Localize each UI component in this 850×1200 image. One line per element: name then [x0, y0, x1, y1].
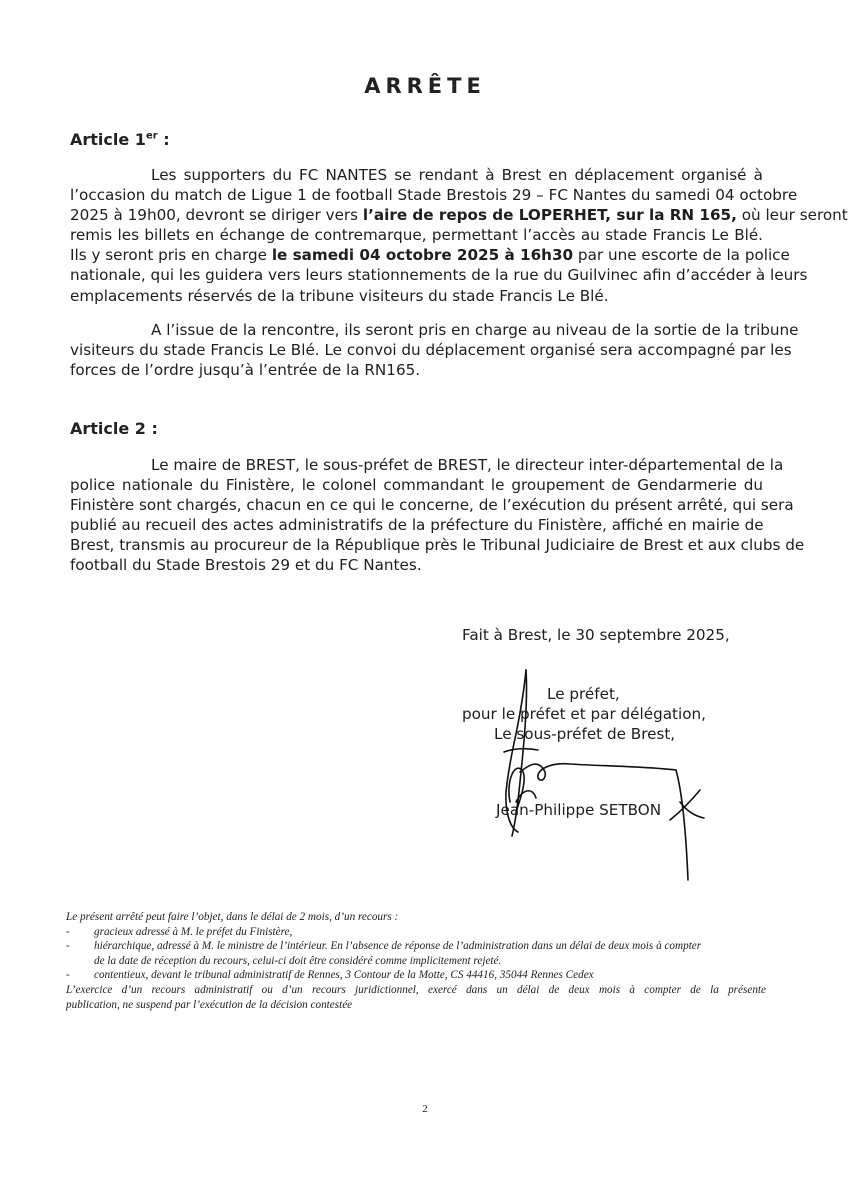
text-line: Finistère sont chargés, chacun en ce qui le concerne, de l’exécution du présent arrêté, qui sera — [70, 496, 794, 515]
place-date: Fait à Brest, le 30 septembre 2025, — [462, 626, 730, 644]
article-2-paragraph — [70, 455, 805, 576]
page-number: 2 — [422, 1103, 428, 1115]
article-1-paragraph-2 — [70, 320, 799, 380]
text-line: Ils y seront pris en charge le samedi 04 octobre 2025 à 16h30 par une escorte de la police — [70, 246, 790, 265]
text-line: nationale, qui les guidera vers leurs stationnements de la rue du Guilvinec afin d’accéder à leurs — [70, 266, 808, 285]
text-line: Les supporters du FC NANTES se rendant à Brest en déplacement organisé à — [151, 166, 763, 184]
text-line: Le maire de BREST, le sous-préfet de BREST, le directeur inter-départemental de la — [151, 456, 784, 474]
signatory-role-delegation: pour le préfet et par délégation, — [462, 705, 706, 723]
text-line: football du Stade Brestois 29 et du FC Nantes. — [70, 556, 422, 575]
recourse-notice — [66, 910, 766, 1012]
dash-bullet: - — [66, 969, 70, 982]
notice-closing: L’exercice d’un recours administratif ou d’un recours juridictionnel, exercé dans un délai de deux mois à compter de la présente — [66, 983, 766, 996]
text-line: Brest, transmis au procureur de la République près le Tribunal Judiciaire de Brest et aux clubs de — [70, 536, 805, 555]
handwritten-signature — [480, 652, 720, 892]
article-1-label: Article 1 — [70, 130, 146, 149]
text-line: police nationale du Finistère, le colonel commandant le groupement de Gendarmerie du — [70, 476, 763, 495]
emphasis-text: l’aire de repos de LOPERHET, sur la RN 165, — [362, 206, 737, 225]
article-2-heading: Article 2 : — [70, 419, 158, 438]
text-line: remis les billets en échange de contremarque, permettant l’accès au stade Francis Le Blé. — [70, 226, 763, 245]
notice-closing: publication, ne suspend par l’exécution de la décision contestée — [66, 998, 353, 1011]
article-1-heading — [70, 130, 170, 149]
notice-item-continuation: de la date de réception du recours, celui-ci doit être considéré comme implicitement rejeté. — [94, 954, 502, 967]
article-1-colon: : — [157, 130, 170, 149]
dash-bullet: - — [66, 925, 70, 938]
text-line: publié au recueil des actes administratifs de la préfecture du Finistère, affiché en mairie de — [70, 516, 764, 535]
article-1-paragraph-1 — [70, 165, 848, 306]
text-line: emplacements réservés de la tribune visiteurs du stade Francis Le Blé. — [70, 286, 609, 305]
text-line: 2025 à 19h00, devront se diriger vers l’aire de repos de LOPERHET, sur la RN 165, où leur seront — [70, 206, 848, 225]
emphasis-text: le samedi 04 octobre 2025 à 16h30 — [271, 246, 574, 265]
notice-item: - gracieux adressé à M. le préfet du Finistère, — [66, 925, 293, 938]
text-line: visiteurs du stade Francis Le Blé. Le convoi du déplacement organisé sera accompagné par les — [70, 341, 792, 360]
signatory-role-sous-prefet: Le sous-préfet de Brest, — [494, 725, 676, 743]
notice-intro: Le présent arrêté peut faire l’objet, dans le délai de 2 mois, d’un recours : — [66, 911, 399, 923]
dash-bullet: - — [66, 940, 70, 953]
notice-item: - contentieux, devant le tribunal administratif de Rennes, 3 Contour de la Motte, CS 44416, 35044 Rennes Cedex — [66, 969, 594, 982]
signatory-name: Jean-Philippe SETBON — [496, 801, 662, 819]
text-line: A l’issue de la rencontre, ils seront pris en charge au niveau de la sortie de la tribune — [151, 321, 799, 339]
text-line: forces de l’ordre jusqu’à l’entrée de la RN165. — [70, 361, 421, 380]
notice-item: - hiérarchique, adressé à M. le ministre de l’intérieur. En l’absence de réponse de l’administration dans un délai de deux mois à compter — [66, 940, 702, 953]
signatory-role-prefet: Le préfet, — [547, 685, 620, 703]
document-title: ARRÊTE — [364, 74, 486, 98]
text-line: l’occasion du match de Ligue 1 de football Stade Brestois 29 – FC Nantes du samedi 04 octobre — [70, 186, 798, 205]
article-1-superscript: er — [145, 130, 158, 142]
